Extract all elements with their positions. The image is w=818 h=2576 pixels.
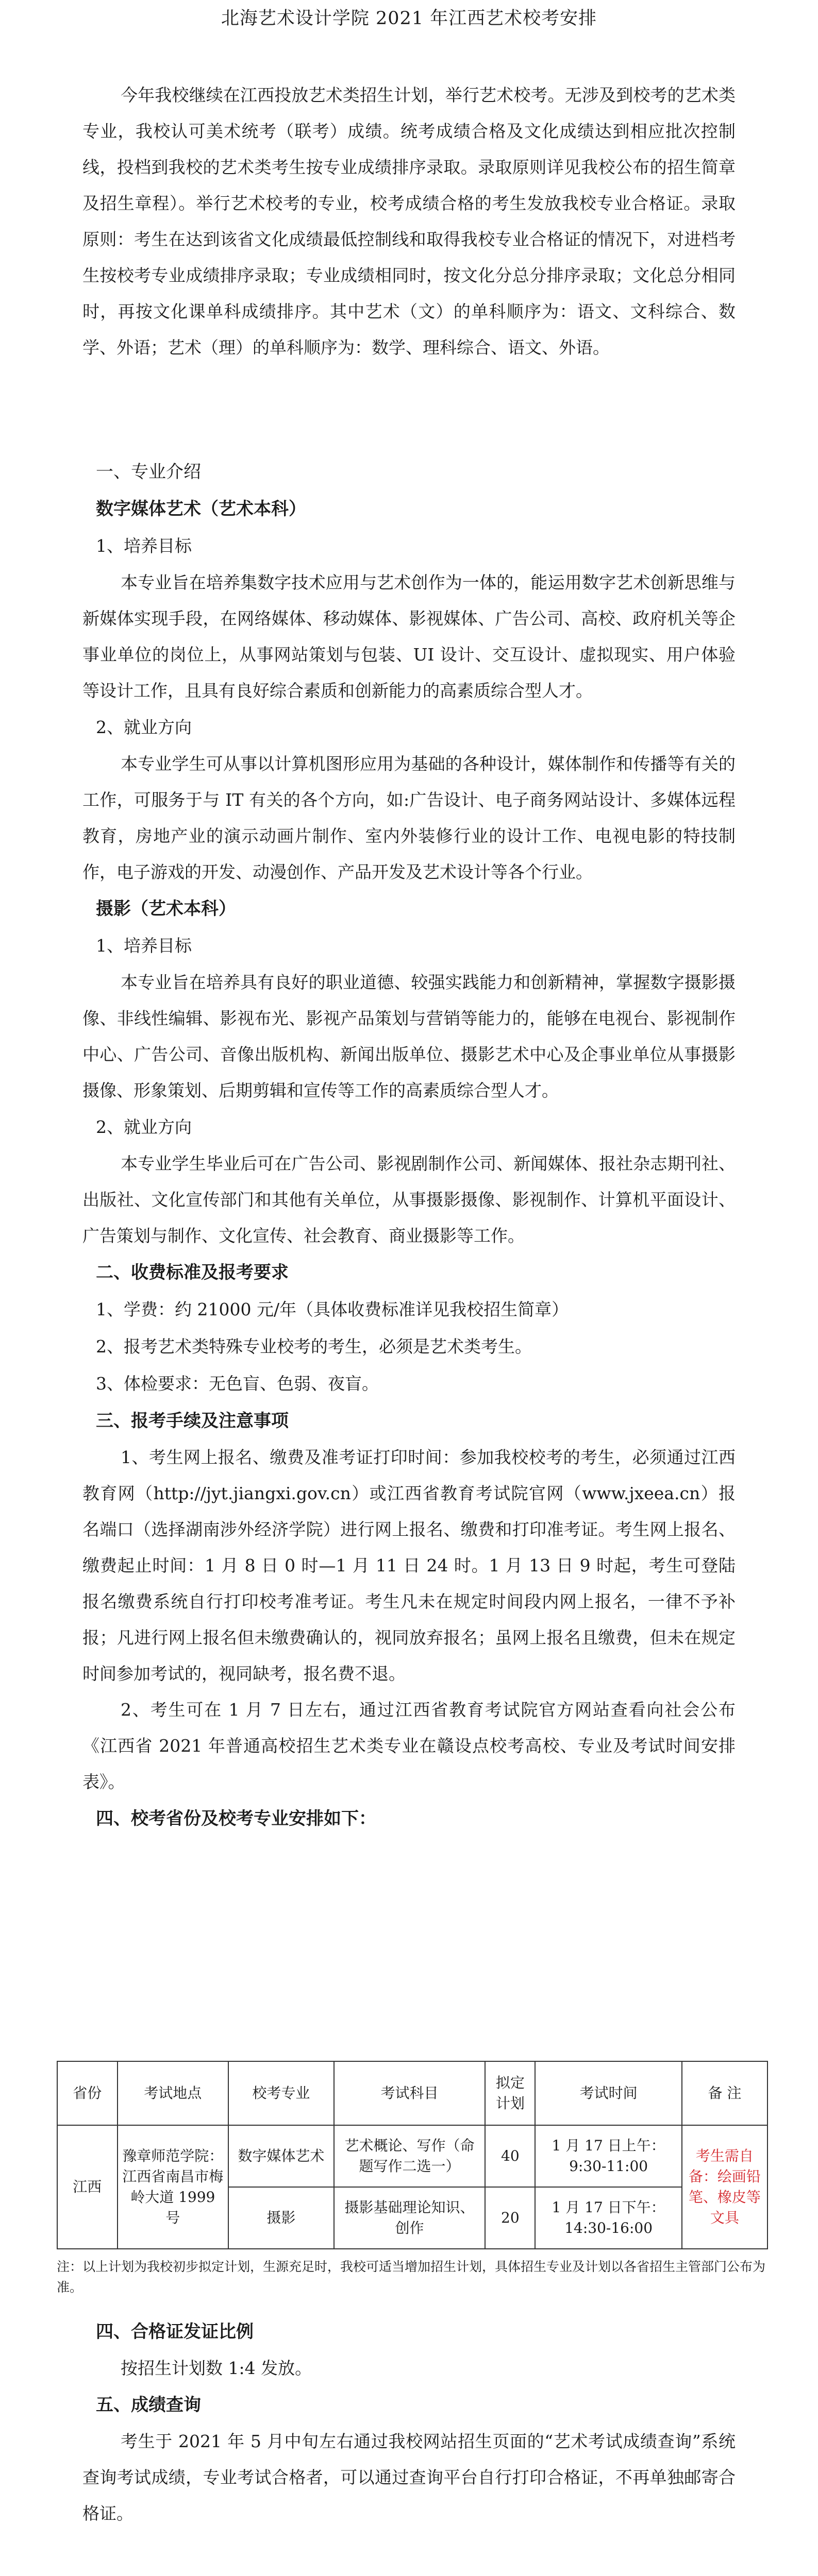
cell-remark: 考生需自备：绘画铅笔、橡皮等文具 <box>682 2125 767 2249</box>
header-subjects: 考试科目 <box>334 2061 486 2125</box>
major1-goal-heading: 1、培养目标 <box>96 536 192 556</box>
fee-item: 1、学费：约 21000 元/年（具体收费标准详见我校招生简章） <box>96 1299 569 1319</box>
cell-major: 数字媒体艺术 <box>228 2125 334 2187</box>
section-major-intro <box>0 453 818 1837</box>
section5-heading: 四、合格证发证比例 <box>96 2321 254 2342</box>
header-province: 省份 <box>57 2061 118 2125</box>
cell-location: 豫章师范学院：江西省南昌市梅岭大道 1999 号 <box>118 2125 228 2249</box>
section1-heading: 一、专业介绍 <box>96 462 201 482</box>
section6-heading: 五、成绩查询 <box>96 2395 201 2415</box>
table-note: 注：以上计划为我校初步拟定计划，生源充足时，我校可适当增加招生计划，具体招生专业及计划以各省招生主管部门公布为准。 <box>57 2259 766 2295</box>
score-query-text: 考生于 2021 年 5 月中旬左右通过我校网站招生页面的“艺术考试成绩查询”系统查询考试成绩，专业考试合格者，可以通过查询平台自行打印合格证，不再单独邮寄合格证。 <box>82 2431 736 2523</box>
document-title: 北海艺术设计学院 2021 年江西艺术校考安排 <box>221 8 597 29</box>
header-plan: 拟定计划 <box>485 2061 535 2125</box>
table-row <box>57 2125 767 2187</box>
cell-subjects: 艺术概论、写作（命题写作二选一） <box>334 2125 486 2187</box>
major1-job-heading: 2、就业方向 <box>96 717 192 737</box>
major1-name: 数字媒体艺术（艺术本科） <box>96 499 306 519</box>
registration-paragraph: 1、考生网上报名、缴费及准考证打印时间：参加我校校考的考生，必须通过江西教育网（http://jyt.jiangxi.gov.cn）或江西省教育考试院官网（www.jxeea.cn）报名端口（选择湖南涉外经济学院）进行网上报名、缴费和打印准考证。考生网上报名、缴费起止时间：1 月 8 日 0 时—1 月 11 日 24 时。1 月 13 日 9 时起，考生可登陆报名缴费系统自行打印校考准考证。考生凡未在规定时间段内网上报名，一律不予补报；凡进行网上报名但未缴费确认的，视同放弃报名；虽网上报名且缴费，但未在规定时间参加考试的，视同缺考，报名费不退。 <box>82 1447 736 1684</box>
certificate-ratio-text: 按招生计划数 1:4 发放。 <box>121 2358 312 2378</box>
cell-province: 江西 <box>57 2125 118 2249</box>
intro-block <box>0 77 818 366</box>
major2-goal-text: 本专业旨在培养具有良好的职业道德、较强实践能力和创新精神，掌握数字摄影摄像、非线性编辑、影视布光、影视产品策划与营销等能力的，能够在电视台、影视制作中心、广告公司、音像出版机构、新闻出版单位、摄影艺术中心及企事业单位从事摄影摄像、形象策划、后期剪辑和宣传等工作的高素质综合型人才。 <box>82 972 736 1100</box>
exam-arrangement-table <box>57 2061 768 2249</box>
header-major: 校考专业 <box>228 2061 334 2125</box>
intro-paragraph: 今年我校继续在江西投放艺术类招生计划，举行艺术校考。无涉及到校考的艺术类专业，我校认可美术统考（联考）成绩。统考成绩合格及文化成绩达到相应批次控制线，投档到我校的艺术类考生按专业成绩排序录取。录取原则详见我校公布的招生简章及招生章程）。举行艺术校考的专业，校考成绩合格的考生发放我校专业合格证。录取原则：考生在达到该省文化成绩最低控制线和取得我校专业合格证的情况下，对进档考生按校考专业成绩排序录取；专业成绩相同时，按文化分总分排序录取；文化总分相同时，再按文化课单科成绩排序。其中艺术（文）的单科顺序为：语文、文科综合、数学、外语；艺术（理）的单科顺序为：数学、理科综合、语文、外语。 <box>82 85 736 358</box>
section2-heading: 二、收费标准及报考要求 <box>96 1262 289 1283</box>
cell-time: 1 月 17 日下午：14:30-16:00 <box>535 2187 681 2249</box>
cell-subjects: 摄影基础理论知识、创作 <box>334 2187 486 2249</box>
major2-job-text: 本专业学生毕业后可在广告公司、影视剧制作公司、新闻媒体、报社杂志期刊社、出版社、文化宣传部门和其他有关单位，从事摄影摄像、影视制作、计算机平面设计、广告策划与制作、文化宣传、社会教育、商业摄影等工作。 <box>82 1154 736 1246</box>
cell-plan: 20 <box>485 2187 535 2249</box>
major1-job-text: 本专业学生可从事以计算机图形应用为基础的各种设计，媒体制作和传播等有关的工作，可服务于与 IT 有关的各个方向，如:广告设计、电子商务网站设计、多媒体远程教育，房地产业的演示动画片制作、室内外装修行业的设计工作、电视电影的特技制作，电子游戏的开发、动漫创作、产品开发及艺术设计等各个行业。 <box>82 754 736 882</box>
cell-major: 摄影 <box>228 2187 334 2249</box>
major1-goal-text: 本专业旨在培养集数字技术应用与艺术创作为一体的，能运用数字艺术创新思维与新媒体实现手段，在网络媒体、移动媒体、影视媒体、广告公司、高校、政府机关等企事业单位的岗位上，从事网站策划与包装、UI 设计、交互设计、虚拟现实、用户体验等设计工作，且具有良好综合素质和创新能力的高素质综合型人才。 <box>82 572 736 701</box>
section3-heading: 三、报考手续及注意事项 <box>96 1411 289 1431</box>
cell-plan: 40 <box>485 2125 535 2187</box>
requirement-item: 2、报考艺术类特殊专业校考的考生，必须是艺术类考生。 <box>96 1336 532 1357</box>
section4-heading: 四、校考省份及校考专业安排如下： <box>96 1808 376 1829</box>
health-item: 3、体检要求：无色盲、色弱、夜盲。 <box>96 1374 379 1394</box>
header-time: 考试时间 <box>535 2061 681 2125</box>
header-remark: 备 注 <box>682 2061 767 2125</box>
schedule-notice-paragraph: 2、考生可在 1 月 7 日左右，通过江西省教育考试院官方网站查看向社会公布《江西省 2021 年普通高校招生艺术类专业在赣设点校考高校、专业及考试时间安排表》。 <box>82 1700 736 1792</box>
section-closing <box>0 2313 818 2532</box>
header-location: 考试地点 <box>118 2061 228 2125</box>
major2-goal-heading: 1、培养目标 <box>96 936 192 956</box>
major2-name: 摄影（艺术本科） <box>96 899 236 919</box>
cell-time: 1 月 17 日上午：9:30-11:00 <box>535 2125 681 2187</box>
table-header-row <box>57 2061 767 2125</box>
major2-job-heading: 2、就业方向 <box>96 1117 192 1137</box>
